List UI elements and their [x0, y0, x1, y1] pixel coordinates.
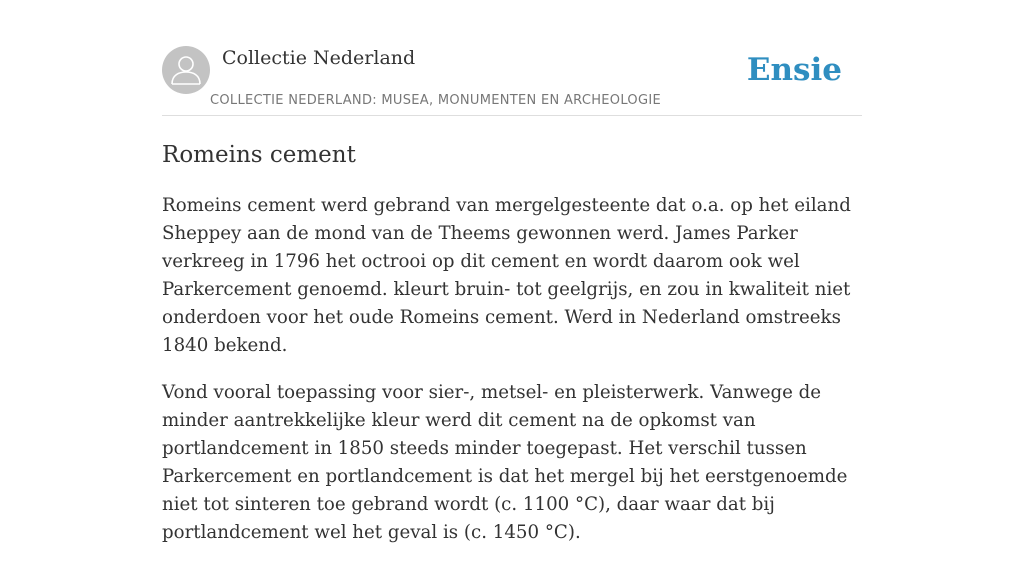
collection-name[interactable]: COLLECTIE NEDERLAND: MUSEA, MONUMENTEN EN ARCHEOLOGIE: [210, 93, 661, 108]
article-paragraph: Vond vooral toepassing voor sier-, metsel- en pleisterwerk. Vanwege de minder aantrekkelijke kleur werd dit cement na de opkomst van portlandcement in 1850 steeds minder toegepast. Het verschil tussen Parkercement en portlandcement is dat het mergel bij het eerstgenoemde niet tot sinteren toe gebrand wordt (c. 1100 °C), daar waar dat bij portlandcement wel het geval is (c. 1450 °C).: [162, 382, 848, 543]
article-paragraph: Romeins cement werd gebrand van mergelgesteente dat o.a. op het eiland Sheppey aan de mond van de Theems gewonnen werd. James Parker verkreeg in 1796 het octrooi op dit cement en wordt daarom ook wel Parkercement genoemd. kleurt bruin- tot geelgrijs, en zou in kwaliteit niet onderdoen voor het oude Romeins cement. Werd in Nederland omstreeks 1840 bekend.: [162, 195, 851, 356]
avatar[interactable]: [162, 46, 210, 94]
article-header: [162, 46, 862, 116]
page-title: Romeins cement: [162, 142, 356, 168]
user-icon: [162, 46, 210, 94]
author-name[interactable]: Collectie Nederland: [222, 47, 416, 69]
brand-logo[interactable]: Ensie: [746, 52, 842, 88]
article-body: [162, 192, 868, 566]
